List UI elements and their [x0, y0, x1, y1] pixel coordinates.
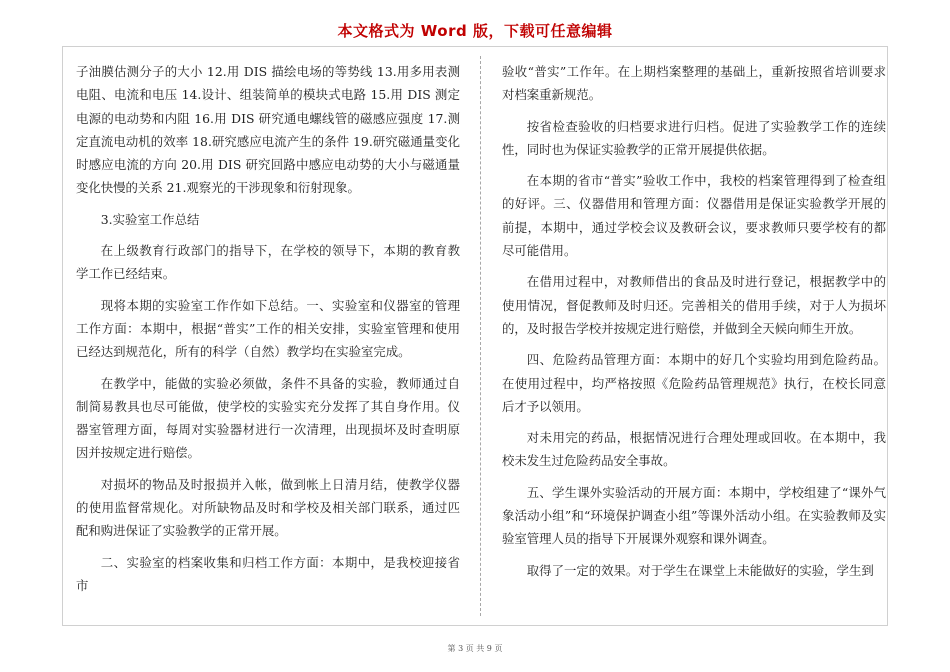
body-paragraph: 子油膜估测分子的大小 12.用 DIS 描绘电场的等势线 13.用多用表测电阻、电流和电压 14.设计、组装简单的模块式电路 15.用 DIS 测定电源的电动势和内阻 16.用 DIS 研究通电螺线管的磁感应强度 17.测定直流电动机的效率 18.研究感应电流产生的条件 19.研究磁通量变化时感应电流的方向 20.用 DIS 研究回路中感应电动势的大小与磁通量变化快慢的关系 21.观察光的干涉现象和衍射现象。 — [76, 64, 460, 196]
right-column — [502, 60, 886, 590]
body-paragraph: 在上级教育行政部门的指导下，在学校的领导下，本期的教育教学工作已经结束。 — [76, 243, 460, 282]
page-number-footer: 第 3 页 共 9 页 — [447, 644, 503, 653]
body-paragraph: 在本期的省市“普实”验收工作中，我校的档案管理得到了检查组的好评。三、仪器借用和管理方面：仪器借用是保证实验教学开展的前提，本期中，通过学校会议及教研会议，要求教师只要学校有的都尽可能借用。 — [502, 173, 886, 259]
body-paragraph: 对未用完的药品，根据情况进行合理处理或回收。在本期中，我校未发生过危险药品安全事故。 — [502, 430, 886, 469]
body-paragraph: 对损坏的物品及时报损并入帐，做到帐上日清月结，使教学仪器的使用监督常规化。对所缺物品及时和学校及相关部门联系，通过匹配和购进保证了实验教学的正常开展。 — [76, 476, 460, 539]
body-paragraph: 取得了一定的效果。对于学生在课堂上未能做好的实验，学生到 — [526, 562, 874, 578]
body-paragraph: 验收“普实”工作年。在上期档案整理的基础上，重新按照省培训要求对档案重新规范。 — [502, 64, 886, 103]
body-paragraph: 按省检查验收的归档要求进行归档。促进了实验教学工作的连续性，同时也为保证实验教学的正常开展提供依据。 — [502, 118, 886, 157]
left-column — [76, 60, 460, 605]
format-banner: 本文格式为 Word 版，下载可任意编辑 — [337, 22, 613, 40]
body-paragraph: 五、学生课外实验活动的开展方面：本期中，学校组建了“课外气象活动小组”和“环境保护调查小组”等课外活动小组。在实验教师及实验室管理人员的指导下开展课外观察和课外调查。 — [502, 484, 886, 547]
body-paragraph: 在借用过程中，对教师借出的食品及时进行登记，根据教学中的使用情况，督促教师及时归还。完善相关的借用手续，对于人为损坏的，及时报告学校并按规定进行赔偿，并做到全天候向师生开放。 — [502, 274, 886, 336]
body-paragraph: 二、实验室的档案收集和归档工作方面：本期中，是我校迎接省市 — [76, 554, 460, 593]
body-paragraph: 现将本期的实验室工作作如下总结。一、实验室和仪器室的管理工作方面：本期中，根据“普实”工作的相关安排，实验室管理和使用已经达到规范化，所有的科学（自然）教学均在实验室完成。 — [76, 297, 460, 360]
column-divider — [480, 56, 481, 616]
body-paragraph: 四、危险药品管理方面：本期中的好几个实验均用到危险药品。在使用过程中，均严格按照《危险药品管理规范》执行，在校长同意后才予以领用。 — [502, 352, 886, 414]
body-paragraph: 在教学中，能做的实验必须做，条件不具备的实验，教师通过自制简易教具也尽可能做，使学校的实验实充分发挥了其自身作用。仪器室管理方面，每周对实验器材进行一次清理，出现损坏及时查明原因并按规定进行赔偿。 — [76, 375, 460, 461]
section-heading: 3.实验室工作总结 — [100, 211, 200, 227]
